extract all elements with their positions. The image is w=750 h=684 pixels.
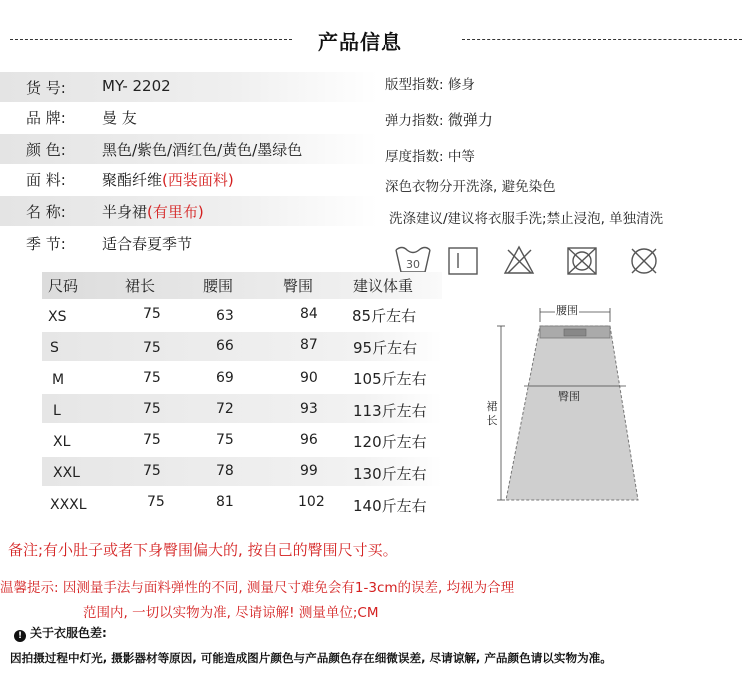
info-row-name [0, 196, 378, 226]
stretch-value: 微弹力 [447, 111, 493, 129]
info-value: 黑色/紫色/酒红色/黄色/墨绿色 [102, 141, 303, 159]
skirt-silhouette [506, 326, 638, 500]
cell-hip: 84 [300, 306, 318, 322]
cell-hip: 96 [300, 432, 318, 448]
warm-tip-line2: 范围内, 一切以实物为准, 尽请谅解! 测量单位;CM [83, 605, 379, 621]
exclamation-icon: ! [14, 630, 26, 642]
col-header-weight: 建议体重 [353, 277, 414, 295]
info-value-extra: (西装面料) [162, 171, 234, 189]
wash-advice: 洗涤建议/建议将衣服手洗;禁止浸泡, 单独清洗 [389, 211, 664, 227]
cell-length: 75 [143, 432, 161, 448]
warm-tip-line1: 温馨提示: 因测量手法与面料弹性的不同, 测量尺寸难免会有1-3cm的误差, 均视为合理 [0, 580, 515, 596]
wash-temp-label: 30 [406, 258, 420, 271]
col-header-size: 尺码 [48, 277, 79, 295]
col-header-waist: 腰围 [203, 277, 234, 295]
info-value [102, 201, 204, 222]
stretch-label: 弹力指数: [385, 113, 448, 129]
cell-length: 75 [143, 306, 161, 322]
cell-waist: 81 [216, 494, 234, 510]
info-row-fabric [0, 164, 378, 194]
cell-length: 75 [143, 340, 161, 356]
cell-waist: 63 [216, 308, 234, 324]
thickness-index: 厚度指数: 中等 [385, 149, 475, 165]
cell-hip: 99 [300, 463, 318, 479]
wash-note: 深色衣物分开洗涤, 避免染色 [385, 179, 556, 195]
cell-hip: 93 [300, 401, 318, 417]
cell-hip: 90 [300, 370, 318, 386]
cell-waist: 66 [216, 338, 234, 354]
info-value-main: 聚酯纤维 [102, 171, 163, 189]
size-remark: 备注;有小肚子或者下身臀围偏大的, 按自己的臀围尺寸买。 [8, 541, 398, 559]
header-divider-right [462, 39, 742, 40]
info-row-sku [0, 72, 378, 102]
cell-weight: 113斤左右 [353, 402, 427, 420]
color-diff-title [14, 624, 107, 642]
cell-hip: 87 [300, 337, 318, 353]
info-label: 面 料: [26, 171, 66, 189]
waist-label: 腰围 [556, 304, 578, 317]
no-bleach-icon [502, 244, 536, 276]
length-label: 裙长 [486, 400, 498, 427]
info-label: 货 号: [26, 79, 66, 97]
cell-weight: 120斤左右 [353, 433, 427, 451]
info-value: 适合春夏季节 [102, 235, 193, 253]
hip-label: 臀围 [558, 390, 580, 403]
cell-size: XXXL [50, 497, 87, 513]
cell-waist: 78 [216, 463, 234, 479]
info-label: 品 牌: [26, 109, 66, 127]
cell-waist: 69 [216, 370, 234, 386]
cell-length: 75 [143, 463, 161, 479]
cell-length: 75 [143, 370, 161, 386]
info-label: 季 节: [26, 235, 66, 253]
cell-weight: 105斤左右 [353, 370, 427, 388]
color-diff-title-text: 关于衣服色差: [30, 626, 107, 640]
cell-size: XS [48, 309, 67, 325]
cell-waist: 72 [216, 401, 234, 417]
header-divider-left [10, 39, 292, 40]
cell-size: M [52, 372, 65, 388]
info-row-season [0, 228, 378, 258]
info-row-brand [0, 102, 378, 132]
tumble-dry-low-icon [446, 244, 480, 276]
info-label: 颜 色: [26, 141, 66, 159]
page-title: 产品信息 [318, 30, 402, 54]
cell-waist: 75 [216, 432, 234, 448]
stretch-index [385, 109, 493, 130]
color-diff-body: 因拍摄过程中灯光, 摄影器材等原因, 可能造成图片颜色与产品颜色存在细微误差, 尽请谅解, 产品颜色请以实物为准。 [10, 651, 612, 665]
cell-weight: 85斤左右 [352, 307, 417, 325]
cell-weight: 95斤左右 [353, 339, 418, 357]
no-dry-clean-icon [626, 244, 662, 276]
info-value: MY- 2202 [102, 77, 171, 95]
cell-hip: 102 [298, 494, 325, 510]
col-header-hip: 臀围 [283, 277, 314, 295]
cell-size: XXL [53, 465, 80, 481]
info-label: 名 称: [26, 203, 66, 221]
cell-size: S [50, 340, 59, 356]
cell-size: L [53, 403, 61, 419]
info-value-main: 半身裙 [102, 203, 148, 221]
cell-length: 75 [143, 401, 161, 417]
no-tumble-dry-icon [564, 244, 600, 276]
skirt-buckle [564, 329, 586, 336]
info-row-color [0, 134, 378, 164]
fit-index: 版型指数: 修身 [385, 77, 475, 93]
info-value-extra: (有里布) [147, 203, 204, 221]
cell-weight: 130斤左右 [353, 465, 427, 483]
cell-size: XL [53, 434, 71, 450]
info-value [102, 169, 234, 190]
col-header-length: 裙长 [125, 277, 156, 295]
info-value: 曼 友 [102, 109, 137, 127]
cell-length: 75 [147, 494, 165, 510]
cell-weight: 140斤左右 [353, 497, 427, 515]
